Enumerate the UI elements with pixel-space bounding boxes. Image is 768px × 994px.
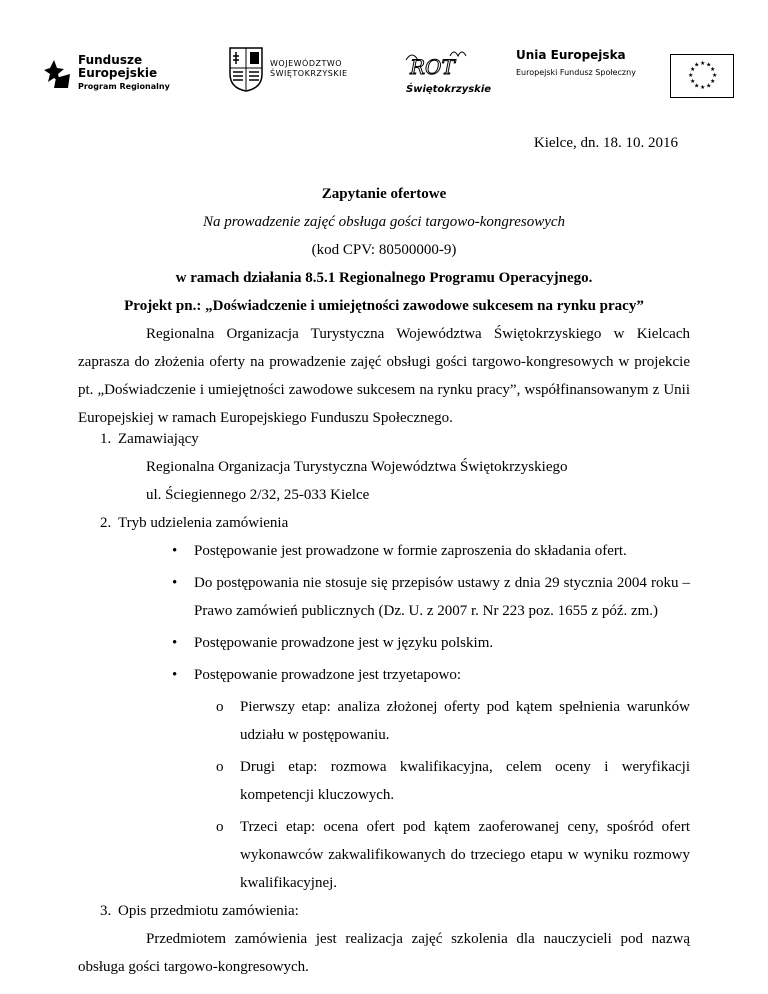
fe-line2: Europejskie: [78, 66, 158, 80]
project-line: Projekt pn.: „Doświadczenie i umiejętności zawodowe sukcesem na rynku pracy”: [124, 298, 644, 314]
section-1-line1: Regionalna Organizacja Turystyczna Województwa Świętokrzyskiego: [146, 459, 568, 475]
bullet-item: • Postępowanie jest prowadzone w formie zaproszenia do składania ofert.: [78, 537, 690, 565]
stage-item: o Trzeci etap: ocena ofert pod kątem zaoferowanej ceny, spośród ofert wykonawców zakwalifikowanych do trzeciego etapu w wyniku rozmowy kwalifikacyjnej.: [78, 813, 690, 897]
coat-of-arms-icon: [228, 46, 264, 92]
intro-text: Regionalna Organizacja Turystyczna Województwa Świętokrzyskiego w Kielcach zaprasza do złożenia oferty na prowadzenie zajęć obsługi gości targowo-kongresowych w projekcie pt. „Doświadczenie i umiejętności zawodowe sukcesem na rynku pracy”, współfinansowanym z Unii Europejskiej w ramach Europejskiego Funduszu Społecznego.: [78, 326, 690, 426]
fundusze-europejskie-logo: [44, 54, 170, 93]
svg-text:★: ★: [706, 61, 712, 69]
svg-text:★: ★: [694, 82, 700, 90]
bullet-item: • Do postępowania nie stosuje się przepisów ustawy z dnia 29 stycznia 2004 roku – Prawo zamówień publicznych (Dz. U. z 2007 r. Nr 223 poz. 1655 z póź. zm.): [78, 569, 690, 625]
section-3: [78, 897, 690, 925]
ue-line1: Unia Europejska: [516, 48, 626, 62]
svg-text:ROT: ROT: [410, 55, 455, 79]
section-2: [78, 509, 690, 537]
svg-text:★: ★: [710, 78, 716, 85]
svg-text:★: ★: [700, 60, 706, 67]
section-1-title: Zamawiający: [118, 431, 199, 447]
intro-paragraph: [78, 320, 690, 432]
section-3-number: 3.: [100, 903, 112, 919]
section-2-title: Tryb udzielenia zamówienia: [118, 515, 289, 531]
fe-star-flag-icon: [44, 60, 70, 88]
section-1-line2: ul. Ściegiennego 2/32, 25-033 Kielce: [146, 487, 370, 503]
document-title: Zapytanie ofertowe: [321, 186, 447, 202]
fe-line3: Program Regionalny: [78, 82, 170, 91]
section-1: [78, 425, 690, 453]
fe-line1: Fundusze: [78, 53, 143, 67]
section-1-number: 1.: [100, 431, 112, 447]
sw-line1: WOJEWÓDZTWO: [270, 59, 343, 68]
eu-flag-icon: [670, 54, 734, 98]
logo-bar: [0, 40, 768, 110]
title-block: [78, 180, 690, 320]
swietokrzyskie-logo: [228, 46, 348, 92]
document-date: Kielce, dn. 18. 10. 2016: [533, 135, 678, 151]
unia-europejska-logo: [516, 48, 670, 77]
section-2-number: 2.: [100, 515, 112, 531]
svg-text:★: ★: [710, 66, 716, 73]
ue-line2: Europejski Fundusz Społeczny: [516, 68, 636, 77]
sections-list: [78, 425, 690, 981]
svg-text:★: ★: [690, 78, 696, 85]
measure-line: w ramach działania 8.5.1 Regionalnego Programu Operacyjnego.: [175, 270, 593, 286]
rot-text: Świętokrzyskie: [406, 84, 492, 95]
svg-text:★: ★: [688, 72, 694, 79]
stage-item: o Pierwszy etap: analiza złożonej oferty pod kątem spełnienia warunków udziału w postępowaniu.: [78, 693, 690, 749]
cpv-code: (kod CPV: 80500000-9): [311, 242, 457, 258]
svg-text:★: ★: [706, 82, 712, 90]
document-subtitle: Na prowadzenie zajęć obsługa gości targowo-kongresowych: [202, 214, 566, 230]
svg-text:★: ★: [694, 61, 700, 69]
stage-item: o Drugi etap: rozmowa kwalifikacyjna, celem oceny i weryfikacji kompetencji kluczowych.: [78, 753, 690, 809]
svg-text:★: ★: [712, 72, 718, 79]
svg-text:★: ★: [700, 84, 706, 91]
section-3-text: Przedmiotem zamówienia jest realizacja zajęć szkolenia dla nauczycieli pod nazwą obsługa gości targowo-kongresowych.: [78, 931, 690, 975]
section-3-title: Opis przedmiotu zamówienia:: [118, 903, 299, 919]
sw-line2: ŚWIĘTOKRZYSKIE: [270, 69, 348, 78]
bullet-item: • Postępowanie prowadzone jest w języku polskim.: [78, 629, 690, 657]
rot-logo: [404, 46, 492, 100]
rot-graphic-icon: [404, 46, 492, 100]
svg-text:★: ★: [690, 66, 696, 73]
bullet-item: • Postępowanie prowadzone jest trzyetapowo:: [78, 661, 690, 689]
